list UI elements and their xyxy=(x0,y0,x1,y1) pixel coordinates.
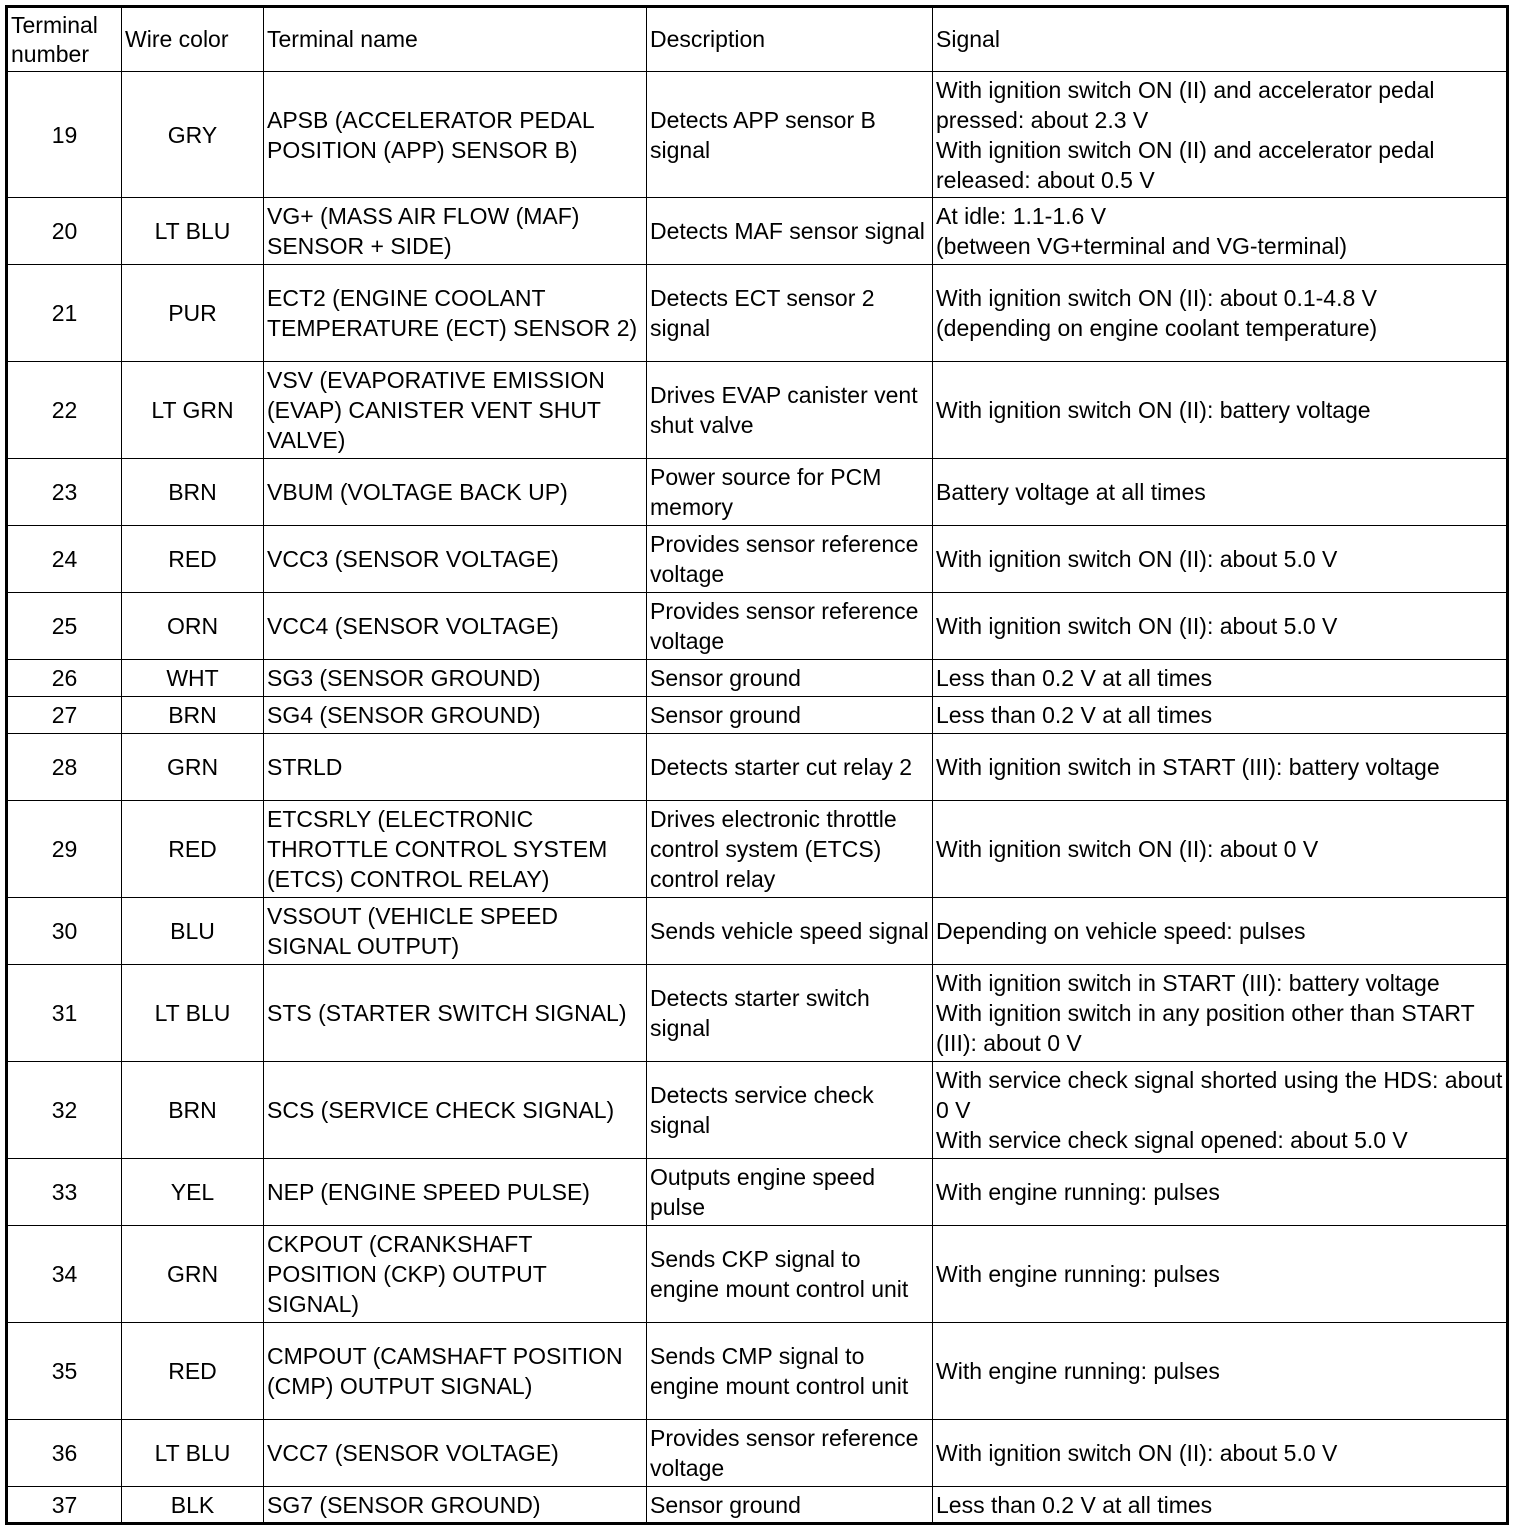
wire-color-cell: YEL xyxy=(122,1159,264,1226)
wire-color-cell: PUR xyxy=(122,265,264,362)
terminal-number-cell: 19 xyxy=(7,72,122,198)
table-row xyxy=(7,1159,1508,1226)
header-terminal-number xyxy=(7,7,122,72)
table-row xyxy=(7,898,1508,965)
terminal-name-cell: ECT2 (ENGINE COOLANT TEMPERATURE (ECT) SENSOR 2) xyxy=(264,265,647,362)
terminal-name-cell: SG4 (SENSOR GROUND) xyxy=(264,697,647,734)
table-row xyxy=(7,265,1508,362)
description-cell: Sends CMP signal to engine mount control unit xyxy=(647,1323,933,1420)
table-row xyxy=(7,697,1508,734)
terminal-name-cell: VCC4 (SENSOR VOLTAGE) xyxy=(264,593,647,660)
description-cell: Detects ECT sensor 2 signal xyxy=(647,265,933,362)
signal-cell xyxy=(933,898,1508,965)
wire-color-cell: LT GRN xyxy=(122,362,264,459)
terminal-name-cell: SG3 (SENSOR GROUND) xyxy=(264,660,647,697)
table-row xyxy=(7,801,1508,898)
terminal-name-cell: APSB (ACCELERATOR PEDAL POSITION (APP) SENSOR B) xyxy=(264,72,647,198)
terminal-name-cell: VCC7 (SENSOR VOLTAGE) xyxy=(264,1420,647,1487)
terminal-number-cell: 21 xyxy=(7,265,122,362)
terminal-number-cell: 33 xyxy=(7,1159,122,1226)
signal-line: With ignition switch ON (II): battery voltage xyxy=(936,397,1371,423)
terminal-number-cell: 29 xyxy=(7,801,122,898)
header-terminal-number-line1: Terminal xyxy=(11,11,98,38)
terminal-number-cell: 30 xyxy=(7,898,122,965)
signal-cell xyxy=(933,72,1508,198)
signal-line: With ignition switch in START (III): battery voltage xyxy=(936,970,1440,996)
signal-cell xyxy=(933,734,1508,801)
description-cell: Provides sensor reference voltage xyxy=(647,1420,933,1487)
description-cell: Outputs engine speed pulse xyxy=(647,1159,933,1226)
terminal-number-cell: 37 xyxy=(7,1487,122,1524)
signal-line: With ignition switch ON (II) and accelerator pedal pressed: about 2.3 V xyxy=(936,76,1435,133)
table-body xyxy=(7,72,1508,1524)
terminal-number-cell: 23 xyxy=(7,459,122,526)
terminal-name-cell: VG+ (MASS AIR FLOW (MAF) SENSOR + SIDE) xyxy=(264,198,647,265)
signal-line: Battery voltage at all times xyxy=(936,479,1206,505)
signal-line: With ignition switch in any position other than START (III): about 0 V xyxy=(936,1000,1475,1056)
wire-color-cell: ORN xyxy=(122,593,264,660)
signal-line: (between VG+terminal and VG-terminal) xyxy=(936,233,1347,259)
signal-line: With ignition switch ON (II) and accelerator pedal released: about 0.5 V xyxy=(936,136,1435,193)
signal-cell xyxy=(933,1487,1508,1524)
wire-color-cell: BLK xyxy=(122,1487,264,1524)
wire-color-cell: RED xyxy=(122,1323,264,1420)
description-cell: Sensor ground xyxy=(647,660,933,697)
signal-line: With ignition switch ON (II): about 5.0 V xyxy=(936,613,1338,639)
table-row xyxy=(7,965,1508,1062)
description-cell: Provides sensor reference voltage xyxy=(647,593,933,660)
signal-cell xyxy=(933,1226,1508,1323)
header-description: Description xyxy=(647,7,933,72)
terminal-name-cell: STRLD xyxy=(264,734,647,801)
signal-line: Less than 0.2 V at all times xyxy=(936,702,1213,728)
signal-cell xyxy=(933,1062,1508,1159)
wire-color-cell: BRN xyxy=(122,459,264,526)
signal-line: With engine running: pulses xyxy=(936,1179,1220,1205)
terminal-number-cell: 31 xyxy=(7,965,122,1062)
terminal-number-cell: 22 xyxy=(7,362,122,459)
signal-line: With ignition switch in START (III): battery voltage xyxy=(936,754,1440,780)
description-cell: Detects MAF sensor signal xyxy=(647,198,933,265)
signal-line: With ignition switch ON (II): about 5.0 V xyxy=(936,546,1338,572)
signal-line: Less than 0.2 V at all times xyxy=(936,1491,1213,1518)
terminal-name-cell: VBUM (VOLTAGE BACK UP) xyxy=(264,459,647,526)
terminal-name-cell: CMPOUT (CAMSHAFT POSITION (CMP) OUTPUT SIGNAL) xyxy=(264,1323,647,1420)
table-row xyxy=(7,1062,1508,1159)
signal-line: With engine running: pulses xyxy=(936,1358,1220,1384)
table-row xyxy=(7,362,1508,459)
wire-color-cell: RED xyxy=(122,801,264,898)
description-cell: Provides sensor reference voltage xyxy=(647,526,933,593)
terminal-table-container xyxy=(5,5,1506,1525)
signal-line: With ignition switch ON (II): about 0 V xyxy=(936,836,1319,862)
wire-color-cell: GRN xyxy=(122,734,264,801)
description-cell: Detects starter cut relay 2 xyxy=(647,734,933,801)
wire-color-cell: RED xyxy=(122,526,264,593)
terminal-number-cell: 25 xyxy=(7,593,122,660)
terminal-name-cell: ETCSRLY (ELECTRONIC THROTTLE CONTROL SYSTEM (ETCS) CONTROL RELAY) xyxy=(264,801,647,898)
table-row xyxy=(7,459,1508,526)
description-cell: Sensor ground xyxy=(647,697,933,734)
header-row xyxy=(7,7,1508,72)
signal-cell xyxy=(933,198,1508,265)
terminal-name-cell: STS (STARTER SWITCH SIGNAL) xyxy=(264,965,647,1062)
terminal-number-cell: 34 xyxy=(7,1226,122,1323)
header-wire-color: Wire color xyxy=(122,7,264,72)
terminal-number-cell: 27 xyxy=(7,697,122,734)
wire-color-cell: BLU xyxy=(122,898,264,965)
table-row xyxy=(7,1323,1508,1420)
table-row xyxy=(7,1487,1508,1524)
description-cell: Drives electronic throttle control system (ETCS) control relay xyxy=(647,801,933,898)
table-row xyxy=(7,660,1508,697)
signal-line: With ignition switch ON (II): about 5.0 V xyxy=(936,1440,1338,1466)
terminal-number-cell: 36 xyxy=(7,1420,122,1487)
table-row xyxy=(7,734,1508,801)
signal-cell xyxy=(933,1159,1508,1226)
description-cell: Sends CKP signal to engine mount control unit xyxy=(647,1226,933,1323)
terminal-number-cell: 20 xyxy=(7,198,122,265)
terminal-name-cell: SCS (SERVICE CHECK SIGNAL) xyxy=(264,1062,647,1159)
signal-cell xyxy=(933,362,1508,459)
table-row xyxy=(7,593,1508,660)
wire-color-cell: BRN xyxy=(122,697,264,734)
table-row xyxy=(7,1226,1508,1323)
terminal-name-cell: VSV (EVAPORATIVE EMISSION (EVAP) CANISTER VENT SHUT VALVE) xyxy=(264,362,647,459)
signal-cell xyxy=(933,265,1508,362)
description-cell: Drives EVAP canister vent shut valve xyxy=(647,362,933,459)
terminal-number-cell: 28 xyxy=(7,734,122,801)
signal-cell xyxy=(933,1420,1508,1487)
description-cell: Sensor ground xyxy=(647,1487,933,1524)
signal-cell xyxy=(933,801,1508,898)
wire-color-cell: LT BLU xyxy=(122,198,264,265)
signal-line: With service check signal opened: about 5.0 V xyxy=(936,1127,1408,1153)
signal-cell xyxy=(933,459,1508,526)
table-row xyxy=(7,1420,1508,1487)
wire-color-cell: GRY xyxy=(122,72,264,198)
terminal-name-cell: VSSOUT (VEHICLE SPEED SIGNAL OUTPUT) xyxy=(264,898,647,965)
signal-line: With ignition switch ON (II): about 0.1-4.8 V xyxy=(936,285,1378,311)
signal-cell xyxy=(933,660,1508,697)
terminal-number-cell: 26 xyxy=(7,660,122,697)
table-header xyxy=(7,7,1508,72)
terminal-number-cell: 35 xyxy=(7,1323,122,1420)
signal-line: Less than 0.2 V at all times xyxy=(936,665,1213,691)
signal-line: At idle: 1.1-1.6 V xyxy=(936,203,1107,229)
description-cell: Detects starter switch signal xyxy=(647,965,933,1062)
signal-cell xyxy=(933,526,1508,593)
signal-line: With service check signal shorted using the HDS: about 0 V xyxy=(936,1067,1503,1123)
signal-cell xyxy=(933,965,1508,1062)
wire-color-cell: WHT xyxy=(122,660,264,697)
description-cell: Detects service check signal xyxy=(647,1062,933,1159)
description-cell: Sends vehicle speed signal xyxy=(647,898,933,965)
terminal-number-cell: 32 xyxy=(7,1062,122,1159)
header-terminal-number-line2: number xyxy=(11,40,89,67)
description-cell: Detects APP sensor B signal xyxy=(647,72,933,198)
header-signal: Signal xyxy=(933,7,1508,72)
terminal-name-cell: NEP (ENGINE SPEED PULSE) xyxy=(264,1159,647,1226)
terminal-number-cell: 24 xyxy=(7,526,122,593)
terminal-table xyxy=(5,5,1509,1525)
table-row xyxy=(7,198,1508,265)
wire-color-cell: LT BLU xyxy=(122,965,264,1062)
description-cell: Power source for PCM memory xyxy=(647,459,933,526)
signal-cell xyxy=(933,1323,1508,1420)
signal-cell xyxy=(933,593,1508,660)
header-terminal-name: Terminal name xyxy=(264,7,647,72)
terminal-name-cell: SG7 (SENSOR GROUND) xyxy=(264,1487,647,1524)
signal-line: Depending on vehicle speed: pulses xyxy=(936,918,1306,944)
table-row xyxy=(7,526,1508,593)
table-row xyxy=(7,72,1508,198)
wire-color-cell: GRN xyxy=(122,1226,264,1323)
terminal-name-cell: VCC3 (SENSOR VOLTAGE) xyxy=(264,526,647,593)
signal-line: (depending on engine coolant temperature) xyxy=(936,315,1378,341)
signal-line: With engine running: pulses xyxy=(936,1261,1220,1287)
wire-color-cell: LT BLU xyxy=(122,1420,264,1487)
wire-color-cell: BRN xyxy=(122,1062,264,1159)
terminal-name-cell: CKPOUT (CRANKSHAFT POSITION (CKP) OUTPUT SIGNAL) xyxy=(264,1226,647,1323)
signal-cell xyxy=(933,697,1508,734)
